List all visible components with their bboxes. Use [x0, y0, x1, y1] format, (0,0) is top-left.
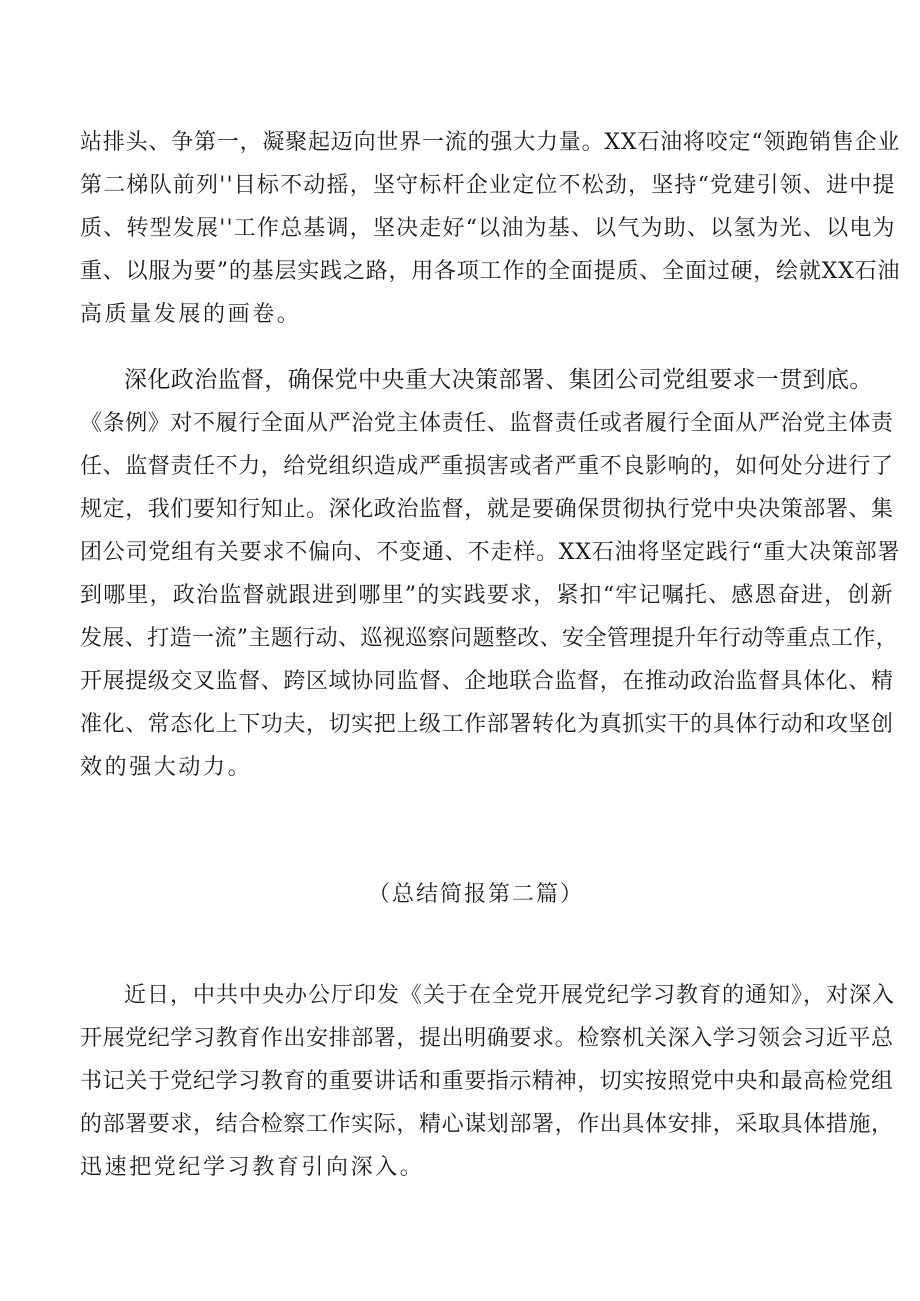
paragraph-line: 第二梯队前列''目标不动摇，坚守标杆企业定位不松劲，坚持“党建引领、进中提 — [80, 173, 896, 198]
paragraph-line: 效的强大动力。 — [80, 755, 253, 780]
paragraph-line: 准化、常态化上下功夫，切实把上级工作部署转化为真抓实干的具体行动和攻坚创 — [80, 712, 894, 737]
paragraph-line: 团公司党组有关要求不偏向、不变通、不走样。XX石油将坚定践行“重大决策部署 — [80, 540, 901, 565]
section-title: （总结简报第二篇） — [368, 882, 585, 907]
paragraph-line: 迅速把党纪学习教育引向深入。 — [80, 1155, 425, 1180]
paragraph-line: 质、转型发展''工作总基调，坚决走好“以油为基、以气为助、以氢为光、以电为 — [80, 216, 896, 241]
paragraph-line: 《条例》对不履行全面从严治党主体责任、监督责任或者履行全面从严治党主体责 — [80, 411, 894, 436]
paragraph-line: 开展党纪学习教育作出安排部署，提出明确要求。检察机关深入学习领会习近平总 — [80, 1026, 894, 1051]
paragraph-line: 发展、打造一流”主题行动、巡视巡察问题整改、安全管理提升年行动等重点工作， — [80, 626, 899, 651]
paragraph-line: 的部署要求，结合检察工作实际，精心谋划部署，作出具体安排，采取具体措施， — [80, 1112, 894, 1137]
paragraph-line: 近日，中共中央办公厅印发《关于在全党开展党纪学习教育的通知》，对深入 — [124, 983, 896, 1008]
paragraph-line: 规定，我们要知行知止。深化政治监督，就是要确保贯彻执行党中央决策部署、集 — [80, 497, 894, 522]
paragraph-line: 高质量发展的画卷。 — [80, 302, 302, 327]
section-heading: 深化政治监督，确保党中央重大决策部署、集团公司党组要求一贯到底。 — [124, 367, 873, 393]
paragraph-line: 到哪里，政治监督就跟进到哪里”的实践要求，紧扣“牢记嘱托、感恩奋进，创新 — [80, 583, 894, 608]
paragraph-line: 开展提级交叉监督、跨区域协同监督、企地联合监督，在推动政治监督具体化、精 — [80, 669, 894, 694]
paragraph-line: 站排头、争第一，凝聚起迈向世界一流的强大力量。XX石油将咬定“领跑销售企业 — [80, 130, 901, 155]
paragraph-line: 书记关于党纪学习教育的重要讲话和重要指示精神，切实按照党中央和最高检党组 — [80, 1069, 894, 1094]
paragraph-line: 任、监督责任不力，给党组织造成严重损害或者严重不良影响的，如何处分进行了 — [80, 454, 894, 479]
paragraph-line: 重、以服为要”的基层实践之路，用各项工作的全面提质、全面过硬，绘就XX石油 — [80, 259, 901, 284]
